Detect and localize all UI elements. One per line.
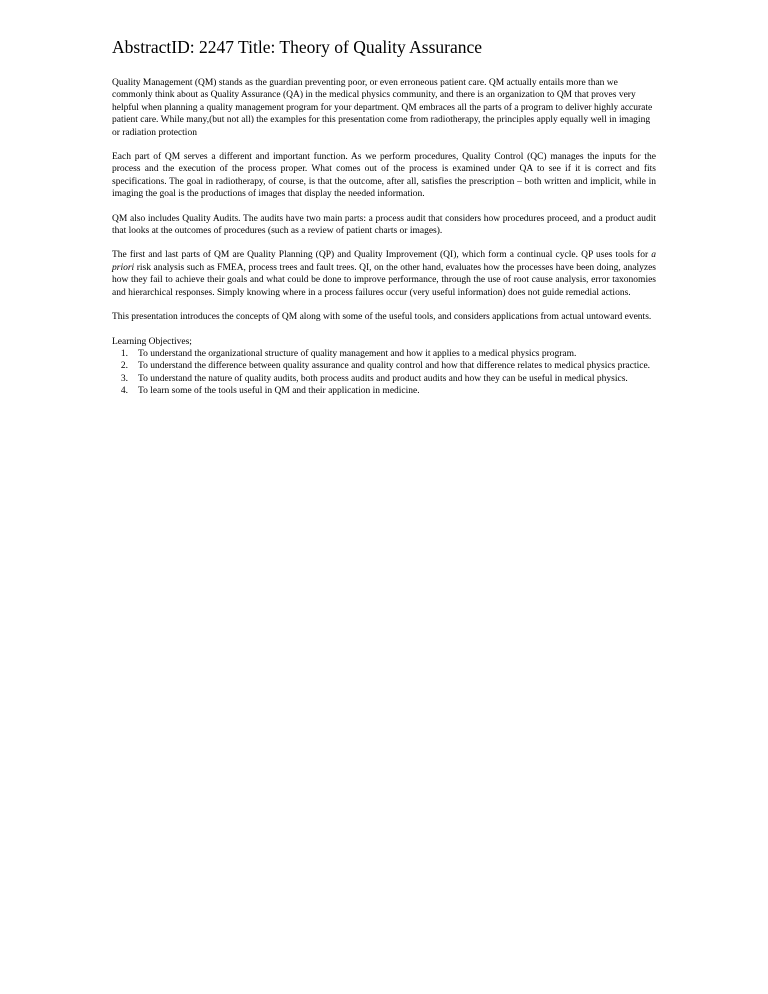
learning-objectives-heading: Learning Objectives; bbox=[112, 336, 192, 347]
list-item-text: To learn some of the tools useful in QM and their application in medicine. bbox=[138, 386, 420, 397]
paragraph-quality-management: Quality Management (QM) stands as the guardian preventing poor, or even erroneous patient care. QM actually entails more than we commonly think about as Quality Assurance (QA) in the medical physics community, and there is an organization to QM that proves very helpful when planning a quality management program for your department. QM embraces all the parts of a program to deliver highly accurate patient care. While many,(but not all) the examples for this presentation come from radiotherapy, the principles apply equally well in imaging or radiation protection bbox=[112, 78, 653, 138]
list-item-number: 4. bbox=[120, 386, 128, 397]
paragraph-quality-audits: QM also includes Quality Audits. The audits have two main parts: a process audit that considers how procedures proceed, and a product audit that looks at the outcomes of procedures (such as a review of patient charts or images). bbox=[112, 213, 656, 237]
list-item-number: 3. bbox=[120, 373, 128, 384]
paragraph-planning-improvement bbox=[112, 249, 656, 299]
list-item-text: To understand the difference between quality assurance and quality control and how that difference relates to medical physics practice. bbox=[138, 361, 651, 372]
list-item bbox=[112, 373, 656, 385]
list-item bbox=[112, 385, 656, 397]
document-page bbox=[112, 36, 656, 398]
paragraph-quality-control: Each part of QM serves a different and important function. As we perform procedures, Quality Control (QC) manages the inputs for the process and the execution of the process proper. What comes out of the process is examined under QA to see if it is correct and fits specifications. The goal in radiotherapy, of course, is that the outcome, after all, satisfies the prescription – both written and implicit, while in imaging the goal is the productions of images that display the needed information. bbox=[112, 152, 656, 200]
list-item-text: To understand the organizational structure of quality management and how it applies to a medical physics program. bbox=[138, 348, 577, 359]
list-item bbox=[112, 348, 656, 360]
list-item-text: To understand the nature of quality audits, both process audits and product audits and how they can be useful in medical physics. bbox=[138, 373, 628, 384]
paragraph-presentation-intro: This presentation introduces the concepts of QM along with some of the useful tools, and considers applications from actual untoward events. bbox=[112, 312, 652, 323]
paragraph-text-segment: risk analysis such as FMEA, process trees and fault trees. QI, on the other hand, evaluates how the processes have been doing, analyzes how they fail to achieve their goals and what could be done to improve performance, through the use of root cause analysis, error taxonomies and hierarchical responses. Simply knowing where in a process failures occur (very useful information) does not guide remedial actions. bbox=[112, 262, 656, 298]
italic-term: a priori bbox=[112, 250, 656, 273]
list-item-number: 1. bbox=[120, 348, 128, 359]
document-title: AbstractID: 2247 Title: Theory of Quality Assurance bbox=[112, 37, 483, 57]
learning-objectives-list bbox=[112, 348, 656, 398]
list-item-number: 2. bbox=[120, 361, 128, 372]
paragraph-text-segment: The first and last parts of QM are Quality Planning (QP) and Quality Improvement (QI), which form a continual cycle. QP uses tools for bbox=[112, 250, 652, 261]
list-item bbox=[112, 360, 656, 372]
